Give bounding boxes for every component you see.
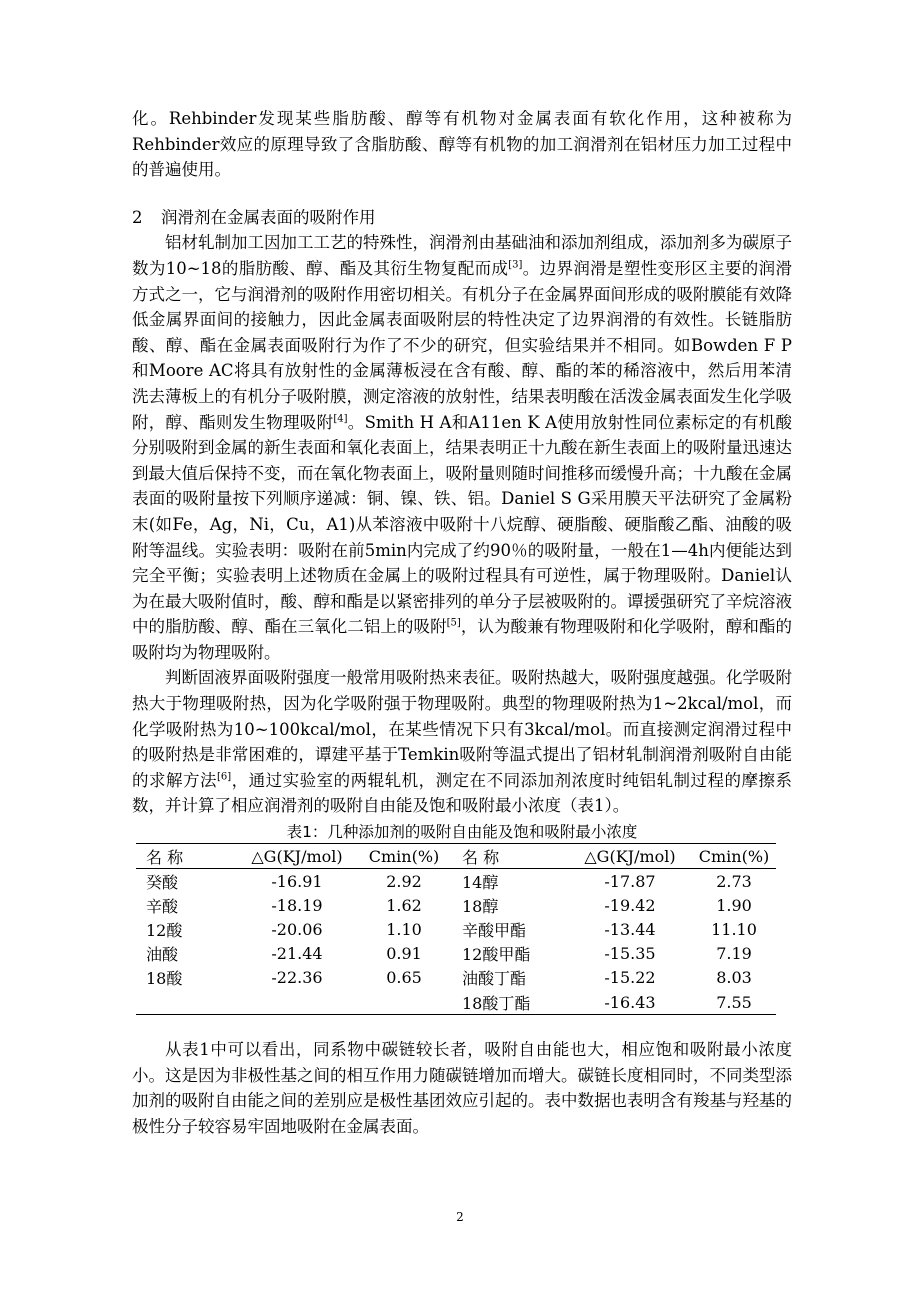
paragraph-text: 。Smith H A和A11en K A使用放射性同位素标定的有机酸分别吸附到金属的新生表面和氧化表面上，结果表明正十九酸在新生表面上的吸附量迅速达到最大值后保持不变，而在氧化物表面上，吸附量则随时间推移而缓慢升高；十九酸在金属表面的吸附量按下列顺序递减：铜、镍、铁、铝。Daniel S G采用膜天平法研究了金属粉末(如Fe，Ag，Ni，Cu，A1)从苯溶液中吸附十八烷醇、硬脂酸、硬脂酸乙酯、油酸的吸附等温线。实验表明：吸附在前5min内完成了约90％的吸附量，一般在1—4h内便能达到完全平衡；实验表明上述物质在金属上的吸附过程具有可逆性，属于物理吸附。Daniel认为在最大吸附值时，酸、醇和酯是以紧密排列的单分子层被吸附的。谭援强研究了辛烷溶液中的脂肪酸、醇、酯在三氧化二铝上的吸附 bbox=[132, 412, 792, 637]
section-number: 2 bbox=[132, 207, 143, 227]
table-cell bbox=[238, 990, 356, 1015]
paragraph-continued: 化。Rehbinder发现某些脂肪酸、醇等有机物对金属表面有软化作用，这种被称为Rehbinder效应的原理导致了含脂肪酸、醇等有机物的加工润滑剂在铝材压力加工过程中的普遍使用。 bbox=[132, 109, 792, 180]
table-cell: 2.73 bbox=[716, 871, 752, 891]
table-cell: 18酸 bbox=[146, 969, 183, 989]
citation-ref: [6] bbox=[216, 771, 232, 783]
header-name: 名 称 bbox=[136, 844, 238, 869]
table-cell: -20.06 bbox=[271, 920, 323, 939]
page-number: 2 bbox=[456, 1210, 464, 1224]
paragraph-text: ，通过实验室的两辊轧机，测定在不同添加剂浓度时纯铝轧制过程的摩擦系数，并计算了相应润滑剂的吸附自由能及饱和吸附最小浓度（表1）。 bbox=[132, 770, 793, 816]
table-cell: 12酸 bbox=[146, 921, 183, 940]
citation-ref: [5] bbox=[446, 617, 461, 629]
document-body bbox=[132, 106, 792, 1140]
table-cell: -16.91 bbox=[271, 871, 323, 891]
paragraph-adsorption-heat bbox=[132, 665, 792, 819]
table-cell: -13.44 bbox=[604, 920, 656, 939]
table-cell: -15.35 bbox=[604, 944, 656, 964]
header-name: 名 称 bbox=[452, 844, 568, 869]
table-cell: -15.22 bbox=[604, 968, 656, 988]
table-cell: 1.10 bbox=[386, 920, 422, 939]
paragraph-table-analysis: 从表1中可以看出，同系物中碳链较长者，吸附自由能也大，相应饱和吸附最小浓度小。这是因为非极性基之间的相互作用力随碳链增加而增大。碳链长度相同时，不同类型添加剂的吸附自由能之间的差别应是极性基团效应引起的。表中数据也表明含有羧基与羟基的极性分子较容易牢固地吸附在金属表面。 bbox=[132, 1040, 792, 1136]
header-delta-g: △G(KJ/mol) bbox=[568, 844, 692, 869]
table-cell: -19.42 bbox=[604, 895, 656, 915]
paragraph-adsorption-studies bbox=[132, 230, 792, 665]
paragraph-text: 判断固液界面吸附强度一般常用吸附热来表征。吸附热越大，吸附强度越强。化学吸附热大于物理吸附热，因为化学吸附强于物理吸附。典型的物理吸附热为1~2kcal/mol，而化学吸附热为10~100kcal/mol，在某些情况下只有3kcal/mol。而直接测定润滑过程中的吸附热是非常困难的，谭建平基于Temkin吸附等温式提出了铝材轧制润滑剂吸附自由能的求解方法 bbox=[132, 668, 792, 790]
table-cell: -16.43 bbox=[568, 990, 692, 1015]
paragraph-text: ，认为酸兼有物理吸附和化学吸附，醇和酯的吸附均为物理吸附。 bbox=[132, 617, 793, 662]
table-cell: 18醇 bbox=[462, 896, 499, 916]
table-row bbox=[136, 966, 776, 990]
table-row bbox=[136, 942, 776, 966]
table-row bbox=[136, 917, 776, 941]
table-cell: 1.90 bbox=[716, 895, 752, 915]
paragraph-text: 。边界润滑是塑性变形区主要的润滑方式之一，它与润滑剂的吸附作用密切相关。有机分子在金属界面间形成的吸附膜能有效降低金属界面间的接触力，因此金属表面吸附层的特性决定了边界润滑的有效性。长链脂肪酸、醇、酯在金属表面吸附行为作了不少的研究，但实验结果并不相同。如Bowden F P和Moore AC将具有放射性的金属薄板浸在含有酸、醇、酯的苯的稀溶液中，然后用苯清洗去薄板上的有机分子吸附膜，测定溶液的放射性，结果表明酸在活泼金属表面发生化学吸附，醇、酯则发生物理吸附 bbox=[132, 258, 792, 432]
table-cell bbox=[356, 990, 452, 1015]
table-cell: 辛酸 bbox=[146, 896, 179, 916]
table-cell: 11.10 bbox=[711, 920, 757, 939]
table-cell: 1.62 bbox=[386, 895, 422, 915]
table-cell: 油酸 bbox=[146, 945, 179, 965]
table-cell: 14醇 bbox=[462, 872, 499, 892]
table-cell: 0.91 bbox=[386, 944, 422, 964]
table-caption: 表1：几种添加剂的吸附自由能及饱和吸附最小浓度 bbox=[286, 823, 638, 842]
table-cell bbox=[136, 990, 238, 1015]
header-cmin: Cmin(%) bbox=[356, 844, 452, 869]
table-cell: 8.03 bbox=[716, 968, 752, 988]
table-row bbox=[136, 869, 776, 894]
table-cell: 7.19 bbox=[716, 944, 752, 964]
table-cell: 辛酸甲酯 bbox=[462, 921, 527, 940]
citation-ref: [4] bbox=[333, 413, 348, 425]
table-cell: 7.55 bbox=[692, 990, 776, 1015]
table-header-row bbox=[136, 844, 776, 869]
header-delta-g: △G(KJ/mol) bbox=[238, 844, 356, 869]
table-cell: -17.87 bbox=[604, 871, 656, 891]
table-cell: -22.36 bbox=[271, 968, 323, 988]
table-cell: 癸酸 bbox=[146, 872, 179, 892]
section-title: 润滑剂在金属表面的吸附作用 bbox=[161, 207, 376, 227]
table-cell: 18酸丁酯 bbox=[452, 990, 568, 1015]
header-cmin: Cmin(%) bbox=[692, 844, 776, 869]
section-heading bbox=[132, 205, 792, 231]
adsorption-table bbox=[136, 843, 776, 1015]
citation-ref: [3] bbox=[508, 259, 523, 271]
paragraph-text: 铝材轧制加工因加工工艺的特殊性，润滑剂由基础油和添加剂组成，添加剂多为碳原子数为10~18的脂肪酸、醇、酯及其衍生物复配而成 bbox=[132, 233, 792, 278]
table-cell: -18.19 bbox=[271, 895, 323, 915]
table-cell: 12酸甲酯 bbox=[462, 945, 531, 965]
table-cell: 油酸丁酯 bbox=[462, 969, 527, 989]
table-row bbox=[136, 990, 776, 1015]
table-cell: 0.65 bbox=[386, 968, 422, 988]
table-cell: -21.44 bbox=[271, 944, 323, 964]
table-row bbox=[136, 893, 776, 917]
table-cell: 2.92 bbox=[386, 871, 422, 891]
